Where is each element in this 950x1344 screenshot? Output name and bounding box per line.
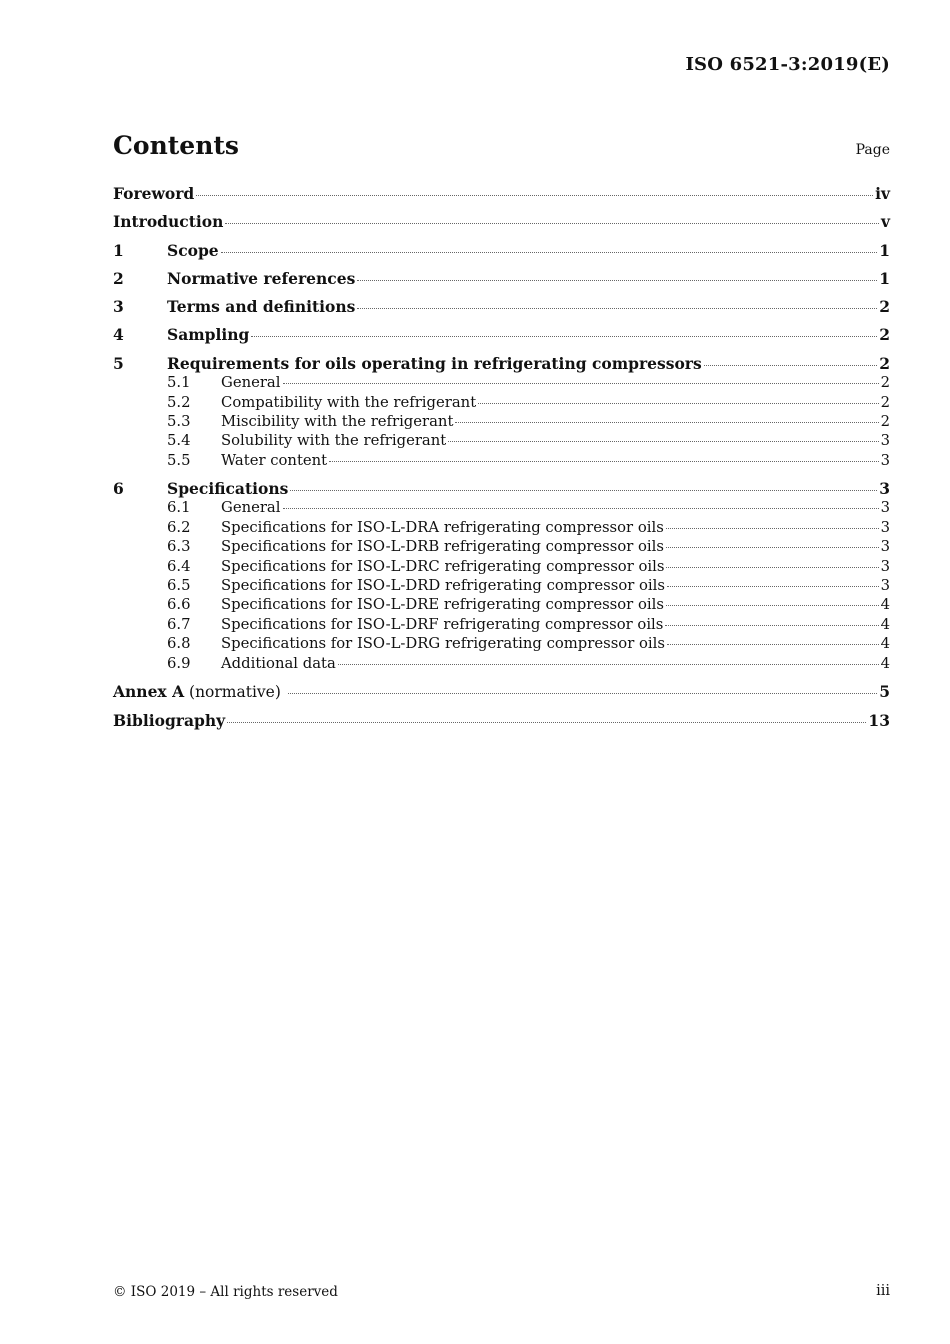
- toc-subentry-5-1[interactable]: [113, 373, 890, 392]
- annex-label: Annex A: [113, 681, 185, 701]
- toc-entry-number: 5.3: [167, 412, 191, 430]
- toc-entry-number: 5: [113, 353, 124, 373]
- toc-subentry-6-9[interactable]: [113, 654, 890, 673]
- toc-entry-page: 3: [880, 499, 890, 517]
- toc-entry-number: 5.2: [167, 393, 191, 411]
- toc-entry-number: 6.3: [167, 538, 191, 556]
- toc-subentry-6-3[interactable]: [113, 537, 890, 556]
- toc-subentry-5-4[interactable]: [113, 431, 890, 450]
- toc-entry-page: 3: [880, 518, 890, 536]
- toc-entry-page: 3: [880, 557, 890, 575]
- toc-entry-page: 4: [880, 596, 890, 614]
- toc-entry-page: 2: [879, 353, 890, 373]
- leader-dots: [227, 721, 866, 723]
- toc-entry-page: 4: [880, 635, 890, 653]
- toc-entry-label: Specifications for ISO-L-DRF refrigerating compressor oils: [221, 615, 664, 633]
- toc-entry-label: Specifications for ISO-L-DRG refrigerating compressor oils: [221, 635, 665, 653]
- toc-entry-label: [113, 682, 286, 702]
- toc-entry-page: 13: [868, 711, 890, 731]
- toc-entry-page: 2: [879, 297, 890, 317]
- toc-entry-number: 6.5: [167, 576, 191, 594]
- leader-dots: [666, 527, 879, 529]
- leader-dots: [666, 604, 879, 606]
- leader-dots: [667, 643, 879, 645]
- toc-entry-number: 6.9: [167, 654, 191, 672]
- toc-entry-label: General: [221, 374, 281, 392]
- toc-entry-label: General: [221, 499, 281, 517]
- toc-entry-requirements[interactable]: [113, 354, 890, 373]
- toc-entry-number: 6.4: [167, 557, 191, 575]
- leader-dots: [357, 307, 877, 309]
- leader-dots: [667, 585, 879, 587]
- leader-dots: [329, 460, 878, 462]
- toc-entry-page: 3: [880, 576, 890, 594]
- toc-entry-number: 5.4: [167, 432, 191, 450]
- toc-subentry-6-4[interactable]: [113, 557, 890, 576]
- leader-dots: [225, 222, 879, 224]
- toc-entry-number: 6: [113, 479, 124, 499]
- toc-entry-label: Specifications for ISO-L-DRA refrigerating compressor oils: [221, 518, 664, 536]
- toc-entry-label: Introduction: [113, 212, 224, 232]
- toc-entry-page: 1: [879, 240, 890, 260]
- toc-entry-page: v: [880, 212, 890, 232]
- toc-entry-sampling[interactable]: [113, 325, 890, 344]
- toc-entry-label: Specifications: [167, 479, 289, 499]
- toc-entry-number: 6.1: [167, 499, 191, 517]
- annex-type: (normative): [184, 682, 286, 701]
- toc-entry-page: 3: [880, 451, 890, 469]
- leader-dots: [196, 194, 873, 196]
- toc-entry-page: 2: [880, 412, 890, 430]
- toc-subentry-5-3[interactable]: [113, 412, 890, 431]
- toc-entry-normative-references[interactable]: [113, 269, 890, 288]
- copyright-notice: © ISO 2019 – All rights reserved: [113, 1284, 338, 1300]
- toc-entry-label: Specifications for ISO-L-DRB refrigerating compressor oils: [221, 538, 664, 556]
- toc-entry-scope[interactable]: [113, 241, 890, 260]
- toc-subentry-6-6[interactable]: [113, 595, 890, 614]
- toc-entry-number: 3: [113, 297, 124, 317]
- toc-entry-page: 5: [879, 681, 890, 701]
- toc-entry-label: Miscibility with the refrigerant: [221, 412, 454, 430]
- toc-entry-number: 6.7: [167, 615, 191, 633]
- leader-dots: [288, 692, 877, 694]
- leader-dots: [665, 624, 878, 626]
- toc-entry-specifications[interactable]: [113, 479, 890, 498]
- leader-dots: [221, 251, 878, 253]
- toc-entry-label: Requirements for oils operating in refrigerating compressors: [167, 353, 702, 373]
- toc-subentry-6-8[interactable]: [113, 634, 890, 653]
- toc-entry-page: iv: [875, 184, 890, 203]
- leader-dots: [704, 364, 878, 366]
- leader-dots: [455, 421, 878, 423]
- leader-dots: [251, 335, 877, 337]
- toc-entry-label: Scope: [167, 240, 219, 260]
- toc-entry-bibliography[interactable]: [113, 711, 890, 730]
- toc-entry-page: 2: [880, 374, 890, 392]
- leader-dots: [357, 279, 877, 281]
- toc-entry-annex-a[interactable]: [113, 682, 890, 702]
- leader-dots: [448, 440, 878, 442]
- toc-entry-label: Solubility with the refrigerant: [221, 432, 447, 450]
- toc-entry-page: 1: [879, 268, 890, 288]
- toc-entry-number: 6.6: [167, 596, 191, 614]
- leader-dots: [283, 382, 879, 384]
- leader-dots: [290, 489, 877, 491]
- toc-entry-page: 3: [880, 432, 890, 450]
- toc-subentry-6-5[interactable]: [113, 576, 890, 595]
- toc-entry-label: Specifications for ISO-L-DRE refrigerating compressor oils: [221, 596, 664, 614]
- document-id: ISO 6521-3:2019(E): [685, 54, 890, 75]
- toc-entry-page: 4: [880, 654, 890, 672]
- leader-dots: [283, 507, 879, 509]
- toc-entry-number: 4: [113, 325, 124, 345]
- toc-entry-number: 5.5: [167, 451, 191, 469]
- toc-entry-label: Bibliography: [113, 711, 226, 731]
- toc-subentry-6-7[interactable]: [113, 615, 890, 634]
- toc-entry-label: Sampling: [167, 325, 250, 345]
- toc-subentry-6-2[interactable]: [113, 518, 890, 537]
- toc-entry-number: 1: [113, 240, 124, 260]
- toc-entry-number: 5.1: [167, 374, 191, 392]
- leader-dots: [338, 663, 879, 665]
- toc-entry-page: 3: [880, 538, 890, 556]
- toc-entry-page: 2: [880, 393, 890, 411]
- toc-entry-label: Terms and definitions: [167, 297, 356, 317]
- leader-dots: [666, 546, 879, 548]
- page-title: Contents: [113, 131, 240, 160]
- toc-entry-label: Normative references: [167, 268, 356, 288]
- toc-entry-label: Specifications for ISO-L-DRC refrigerating compressor oils: [221, 557, 665, 575]
- page-column-label: Page: [855, 142, 890, 158]
- toc-subentry-5-5[interactable]: [113, 451, 890, 470]
- toc-entry-label: Compatibility with the refrigerant: [221, 393, 477, 411]
- toc-entry-label: Additional data: [221, 654, 336, 672]
- leader-dots: [666, 566, 878, 568]
- toc-entry-label: Foreword: [113, 184, 195, 203]
- toc-entry-terms-and-definitions[interactable]: [113, 297, 890, 316]
- toc-entry-label: Specifications for ISO-L-DRD refrigerating compressor oils: [221, 576, 665, 594]
- table-of-contents: [113, 184, 890, 730]
- toc-entry-introduction[interactable]: [113, 212, 890, 231]
- toc-entry-foreword[interactable]: [113, 184, 890, 203]
- page-number: iii: [876, 1283, 890, 1299]
- leader-dots: [478, 402, 878, 404]
- toc-entry-number: 6.2: [167, 518, 191, 536]
- toc-entry-number: 6.8: [167, 635, 191, 653]
- toc-subentry-6-1[interactable]: [113, 498, 890, 517]
- toc-subentry-5-2[interactable]: [113, 393, 890, 412]
- toc-entry-page: 3: [879, 479, 890, 499]
- toc-entry-page: 2: [879, 325, 890, 345]
- toc-entry-number: 2: [113, 268, 124, 288]
- toc-entry-label: Water content: [221, 451, 328, 469]
- toc-entry-page: 4: [880, 615, 890, 633]
